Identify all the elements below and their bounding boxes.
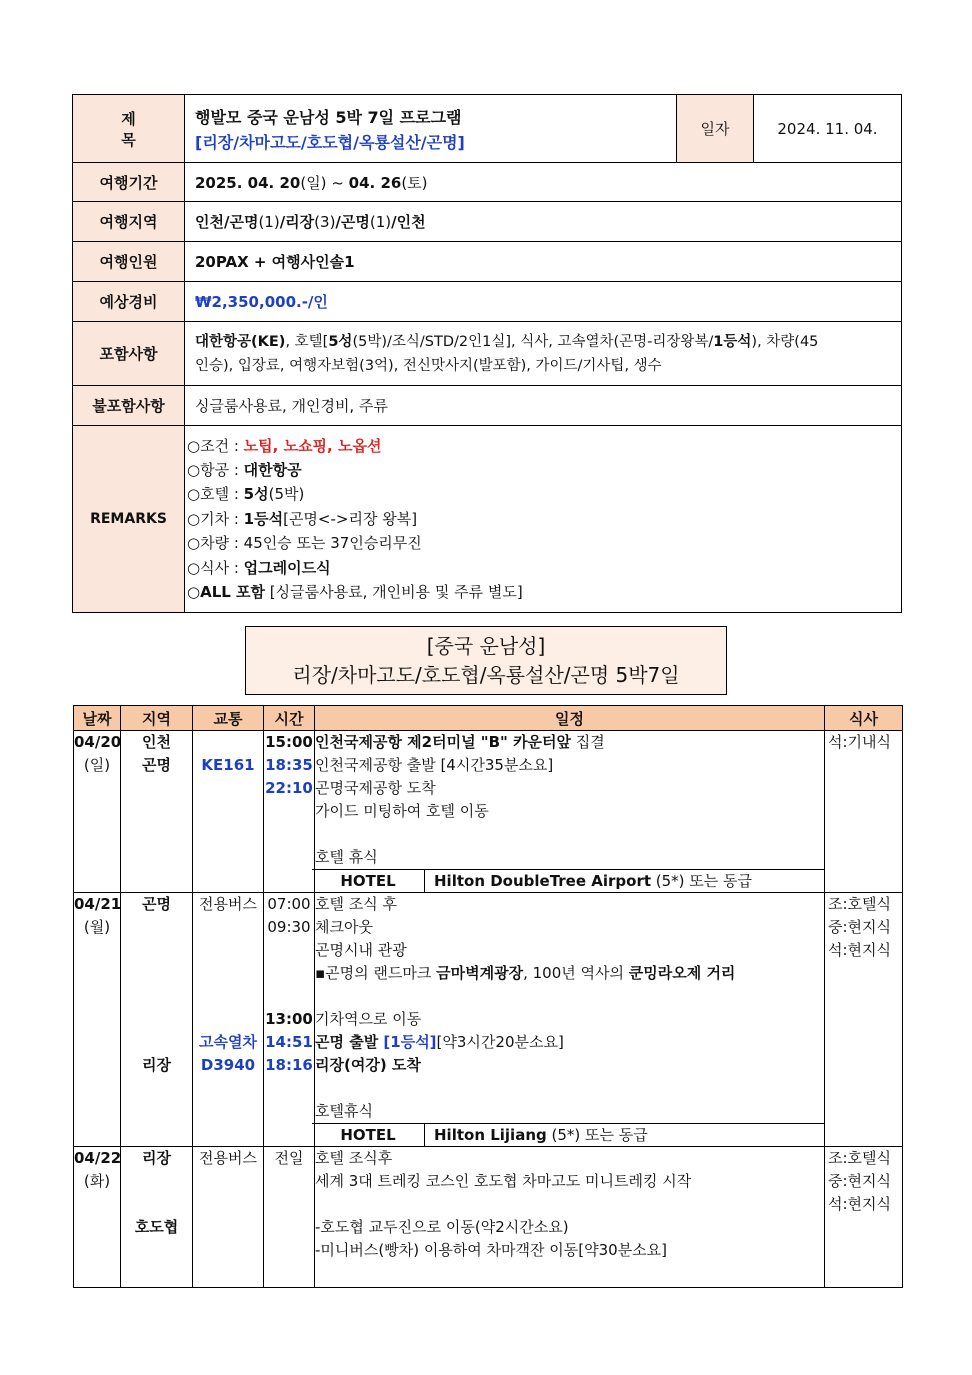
hotel-grade: (5*) 또는 동급	[651, 872, 753, 890]
include-text-line2: 인승), 입장료, 여행자보험(3억), 전신맛사지(발포함), 가이드/기사팁, 생수	[195, 357, 662, 374]
remark-key: ○항공 :	[187, 460, 244, 479]
day-meal-cell	[825, 731, 903, 893]
schedule-item: 인천국제공항 출발 [4시간35분소요]	[315, 756, 554, 774]
people-value: 20PAX + 여행사인솔1	[185, 242, 902, 282]
header-region: 지역	[121, 706, 193, 731]
time-value: 13:00	[265, 1010, 313, 1028]
day-region-cell	[121, 731, 193, 893]
meal-item: 조:호텔식	[828, 1149, 892, 1167]
include-hotel-grade: 5성	[328, 333, 353, 350]
exclude-label: 불포함사항	[73, 386, 185, 426]
region-part: /인천	[391, 213, 426, 231]
schedule-item: -미니버스(빵차) 이용하여 차마객잔 이동[약30분소요]	[315, 1241, 668, 1259]
day-dow: (화)	[83, 1172, 111, 1190]
header-transport: 교통	[193, 706, 264, 731]
schedule-item: [약3시간20분소요]	[436, 1033, 564, 1051]
region-nights: (3)	[314, 213, 336, 231]
cost-value: ₩2,350,000.-/인	[185, 282, 902, 322]
remark-train-route: [곤명<->리장 왕복]	[283, 509, 418, 528]
schedule-item: 기차역으로 이동	[315, 1010, 422, 1028]
schedule-item: 호텔 조식후	[315, 1149, 393, 1167]
schedule-item: 곤명국제공항 도착	[315, 779, 436, 797]
day-meal-cell	[825, 1147, 903, 1288]
period-start: 2025. 04. 20	[195, 173, 301, 192]
day-date-cell	[74, 731, 121, 893]
schedule-item: 집결	[571, 733, 605, 751]
include-text: ), 차량(45	[751, 333, 819, 350]
itinerary-table	[73, 705, 903, 1288]
remark-all-included: ○ALL 포함	[187, 583, 266, 602]
day-transport-cell	[193, 731, 264, 893]
day-region: 곤명	[142, 895, 171, 913]
region-part: /곤명	[335, 213, 370, 231]
remarks-label: REMARKS	[73, 426, 185, 613]
include-airline: 대한항공(KE)	[195, 333, 286, 350]
remark-train: 1등석	[243, 509, 284, 528]
day-meal-cell	[825, 893, 903, 1147]
day-date-cell	[74, 893, 121, 1147]
include-value	[185, 322, 902, 386]
schedule-item: 인천국제공항 제2터미널 "B" 카운터앞	[315, 733, 572, 751]
region-nights: (1)	[369, 213, 392, 231]
remark-all-included-note: [싱글룸사용료, 개인비용 및 주류 별도]	[265, 583, 523, 602]
schedule-item: 가이드 미팅하여 호텔 이동	[315, 802, 489, 820]
banner-line2: 리장/차마고도/호도협/옥룡설산/곤명 5박7일	[292, 663, 680, 687]
exclude-value: 싱글룸사용료, 개인경비, 주류	[185, 386, 902, 426]
itinerary-day	[74, 731, 903, 893]
period-end-dow: (토)	[401, 173, 428, 192]
region-value	[185, 202, 902, 242]
title-label: 제 목	[73, 95, 185, 163]
hotel-name	[425, 1124, 648, 1146]
meal-item: 석:현지식	[828, 1195, 892, 1213]
meal-item: 석:기내식	[828, 733, 892, 751]
day-region: 리장	[142, 1056, 171, 1074]
header-time: 시간	[264, 706, 315, 731]
remark-condition: 노팁, 노쇼핑, 노옵션	[243, 436, 382, 455]
remark-meal: 업그레이드식	[243, 558, 331, 577]
day-transport-cell	[193, 893, 264, 1147]
schedule-item: -호도협 교두진으로 이동(약2시간소요)	[315, 1218, 569, 1236]
hotel-name-text: Hilton Lijiang	[434, 1126, 547, 1144]
train-class: [1등석]	[383, 1033, 437, 1051]
header-date: 날짜	[74, 706, 121, 731]
include-text: , 호텔[	[285, 333, 329, 350]
date-value: 2024. 11. 04.	[754, 95, 902, 163]
remark-key: ○조건 :	[187, 436, 244, 455]
schedule-item: 리장(여강) 도착	[315, 1056, 421, 1074]
schedule-item: 호텔 조식 후	[315, 895, 397, 913]
time-value: 22:10	[265, 779, 313, 797]
train-number: D3940	[200, 1056, 256, 1074]
day-date: 04/21	[74, 895, 122, 913]
day-dow: (월)	[83, 918, 111, 936]
remark-airline: 대한항공	[243, 460, 302, 479]
region-part: /리장	[279, 213, 315, 231]
period-sep: ~	[326, 173, 349, 192]
meal-item: 조:호텔식	[828, 895, 892, 913]
people-label: 여행인원	[73, 242, 185, 282]
itinerary-day	[74, 893, 903, 1147]
program-title	[185, 95, 677, 163]
day-date-cell	[74, 1147, 121, 1288]
region-label: 여행지역	[73, 202, 185, 242]
time-value: 18:35	[265, 756, 313, 774]
time-value: 07:00	[267, 895, 311, 913]
landmark: 쿤밍라오제 거리	[628, 964, 736, 982]
region-part: 인천/곤명	[195, 213, 259, 231]
day-time-cell	[264, 1147, 315, 1288]
program-summary-table	[72, 94, 902, 613]
schedule-item: 호텔 휴식	[315, 848, 378, 866]
transport-mode: 고속열차	[199, 1033, 257, 1051]
remark-key: ○식사 :	[187, 558, 244, 577]
day-region: 리장	[142, 1149, 171, 1167]
remark-vehicle: ○차량 : 45인승 또는 37인승리무진	[187, 534, 422, 553]
hotel-label: HOTEL	[312, 870, 425, 892]
landmark: 금마벽계광장	[436, 964, 524, 982]
time-value: 14:51	[265, 1033, 313, 1051]
period-end: 04. 26	[348, 173, 402, 192]
region-nights: (1)	[258, 213, 280, 231]
day-schedule-cell	[315, 1147, 825, 1288]
hotel-grade: (5*) 또는 동급	[546, 1126, 648, 1144]
schedule-item: ▪곤명의 랜드마크	[315, 964, 437, 982]
itinerary-day	[74, 1147, 903, 1288]
schedule-item: , 100년 역사의	[523, 964, 629, 982]
meal-item: 중:현지식	[828, 1172, 892, 1190]
schedule-item: 세계 3대 트레킹 코스인 호도협 차마고도 미니트레킹 시작	[315, 1172, 692, 1190]
meal-item: 중:현지식	[828, 918, 892, 936]
remarks-value	[185, 426, 902, 613]
day-region: 호도협	[134, 1218, 179, 1236]
day-region-cell	[121, 893, 193, 1147]
day-time-cell	[264, 893, 315, 1147]
meal-item: 석:현지식	[828, 941, 892, 959]
day-date: 04/20	[74, 733, 122, 751]
program-title-line1: 행발모 중국 운남성 5박 7일 프로그램	[195, 107, 462, 127]
period-value	[185, 163, 902, 202]
itinerary-banner	[245, 626, 727, 695]
day-schedule-cell	[315, 731, 825, 893]
time-value: 15:00	[265, 733, 313, 751]
hotel-name-text: Hilton DoubleTree Airport	[434, 872, 652, 890]
day-dow: (일)	[83, 756, 111, 774]
remark-hotel: 5성	[243, 485, 269, 504]
cost-label: 예상경비	[73, 282, 185, 322]
program-title-line2: [리장/차마고도/호도협/옥룡설산/곤명]	[195, 132, 465, 152]
day-schedule-cell	[315, 893, 825, 1147]
day-region: 인천	[142, 733, 171, 751]
hotel-label: HOTEL	[312, 1124, 425, 1146]
day-transport-cell	[193, 1147, 264, 1288]
time-value: 18:16	[265, 1056, 313, 1074]
schedule-item: 곤명 출발	[315, 1033, 384, 1051]
transport-mode: 전용버스	[199, 895, 257, 913]
time-value: 09:30	[267, 918, 311, 936]
hotel-row	[312, 1123, 824, 1146]
day-region: 곤명	[142, 756, 171, 774]
include-train-class: 1등석	[713, 333, 752, 350]
flight-number: KE161	[201, 756, 255, 774]
schedule-item: 호텔휴식	[315, 1102, 373, 1120]
remark-hotel-nights: (5박)	[268, 485, 305, 504]
header-schedule: 일정	[315, 706, 825, 731]
include-label: 포함사항	[73, 322, 185, 386]
schedule-item: 곤명시내 관광	[315, 941, 407, 959]
header-meal: 식사	[825, 706, 903, 731]
time-value: 전일	[274, 1149, 304, 1167]
day-date: 04/22	[74, 1149, 122, 1167]
period-start-dow: (일)	[300, 173, 327, 192]
include-text: (5박)/조식/STD/2인1실], 식사, 고속열차(곤명-리장왕복/	[352, 333, 714, 350]
period-label: 여행기간	[73, 163, 185, 202]
day-region-cell	[121, 1147, 193, 1288]
remark-key: ○호텔 :	[187, 485, 244, 504]
hotel-row	[312, 869, 824, 892]
schedule-item: 체크아웃	[315, 918, 373, 936]
remark-key: ○기차 :	[187, 509, 244, 528]
hotel-name	[425, 870, 752, 892]
date-label: 일자	[677, 95, 754, 163]
transport-mode: 전용버스	[199, 1149, 257, 1167]
banner-line1: [중국 운남성]	[426, 634, 546, 658]
day-time-cell	[264, 731, 315, 893]
